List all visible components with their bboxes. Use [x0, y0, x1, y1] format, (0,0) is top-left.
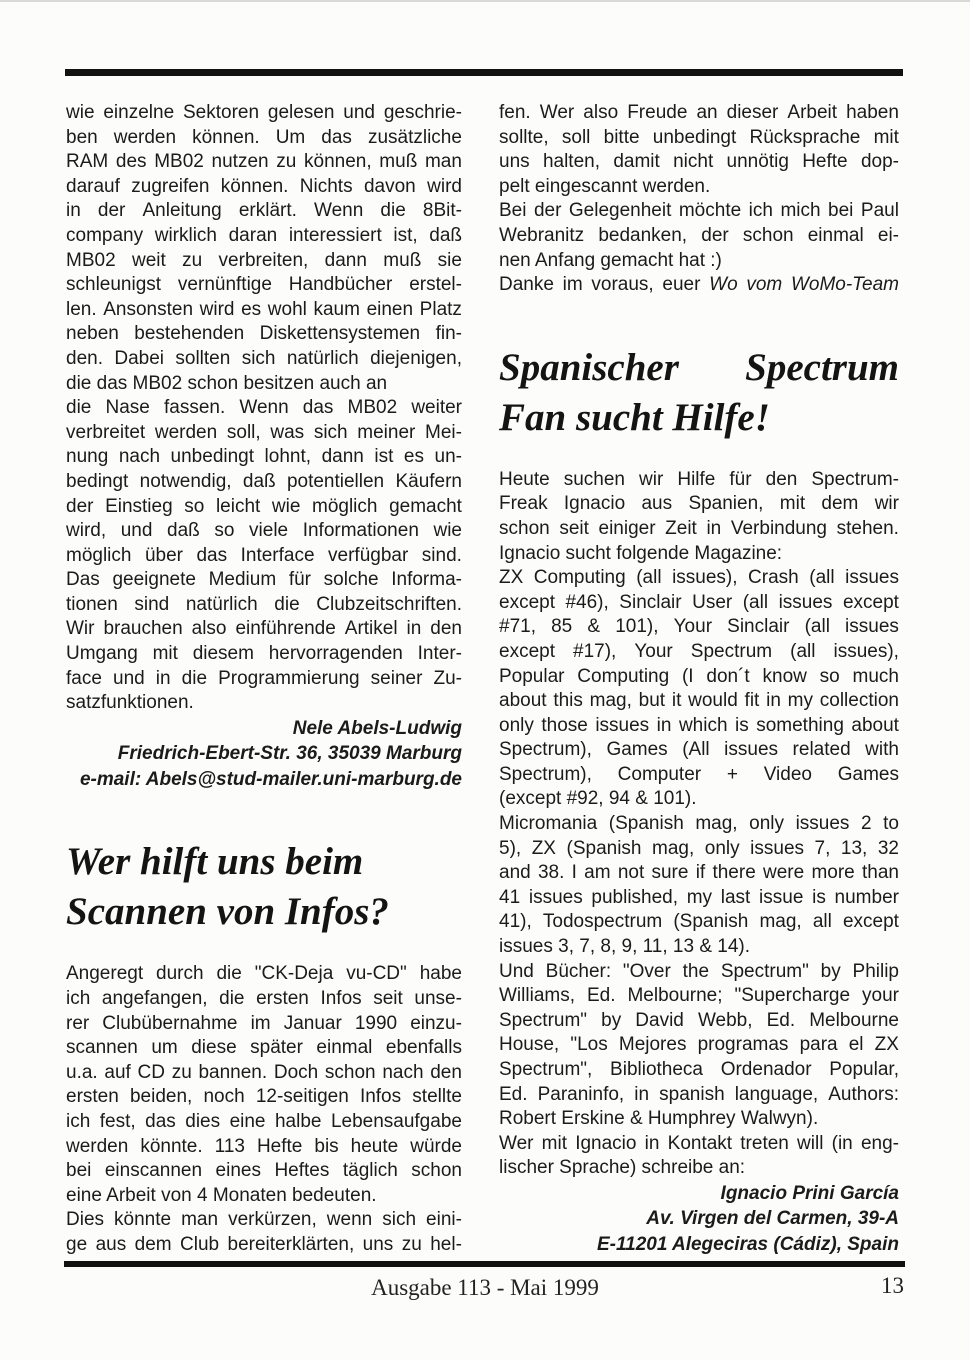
para-block: [66, 101, 462, 716]
heading-line: Scannen von Infos?: [66, 890, 389, 934]
para-line: wie einzelne Sektoren gelesen und geschrie-: [66, 102, 462, 123]
para-line: MB02 weit zu verbreiten, dann muß sie: [66, 249, 462, 271]
signature-line: Nele Abels-Ludwig: [292, 717, 462, 739]
para-line: face und in die Programmierung seiner Zu-: [66, 667, 462, 689]
signature-line: Ignacio Prini García: [720, 1182, 899, 1204]
heading-block: [66, 837, 462, 937]
para-line: Umgang mit diesem hervorragenden Inter-: [66, 643, 462, 665]
para-line: Freak Ignacio aus Spanien, mit dem wir: [499, 493, 899, 515]
para-line: möglich über das Interface verfügbar sind.: [66, 544, 462, 566]
para-line: except #46), Sinclair User (all issues except: [499, 591, 899, 613]
para-line: Danke im voraus, euer Wo vom WoMo-Team: [499, 274, 899, 296]
heading-block: [499, 343, 899, 443]
signature-line: e-mail: Abels@stud-mailer.uni-marburg.de: [79, 768, 462, 790]
para-line: ZX Computing (all issues), Crash (all issues: [499, 567, 899, 589]
para-line: sollte, soll bitte unbedingt Rücksprache mit: [499, 126, 899, 148]
para-line: Popular Computing (I don´t know so much: [499, 665, 899, 687]
scan-edge-artifact: [0, 0, 970, 2]
para-line: Heute suchen wir Hilfe für den Spectrum-: [499, 468, 899, 490]
para-line: Angeregt durch die "CK-Deja vu-CD" habe: [66, 963, 462, 985]
para-line: len. Ansonsten wird es wohl kaum einen Platz: [66, 298, 462, 320]
para-line: only those issues in which is something about: [499, 714, 899, 736]
para-line: werden könnte. 113 Hefte bis heute würde: [66, 1135, 462, 1157]
heading-line: Wer hilft uns beim: [66, 840, 364, 884]
para-line: neben bestehenden Diskettensystemen fin-: [66, 323, 462, 345]
para-line: Und Bücher: "Over the Spectrum" by Philip: [499, 960, 899, 982]
para-line: and 38. I am not sure if there were more than: [499, 862, 899, 884]
para-line: company wirklich daran interessiert ist, daß: [66, 224, 462, 246]
para-line: uns halten, damit nicht unnötig Hefte dop-: [499, 151, 899, 173]
para-line: den. Dabei sollten sich natürlich diejenigen,: [66, 347, 462, 369]
para-line: darauf zugreifen können. Nichts davon wird: [66, 175, 462, 197]
heading-line: Fan sucht Hilfe!: [499, 395, 770, 439]
para-line: 5), ZX (Spanish mag, only issues 7, 13, 32: [499, 837, 899, 859]
para-line: tionen sind natürlich die Clubzeitschriften.: [66, 593, 462, 615]
para-line: (except #92, 94 & 101).: [499, 788, 697, 810]
para-line: wird, und daß so viele Informationen wie: [66, 520, 462, 542]
para-line: pelt eingescannt werden.: [499, 175, 711, 197]
para-line: Wir brauchen also einführende Artikel in den: [66, 618, 462, 640]
para-line: ich fest, das dies eine halbe Lebensaufgabe: [66, 1110, 462, 1132]
para-line: satzfunktionen.: [66, 692, 194, 714]
para-block: [499, 468, 899, 1181]
para-line: Spectrum), Games (All issues related with: [499, 739, 899, 761]
para-line: eine Arbeit von 4 Monaten bedeuten.: [66, 1184, 377, 1206]
para-line: Spectrum", Bibliotheca Ordenador Popular,: [499, 1059, 899, 1080]
para-line: Bei der Gelegenheit möchte ich mich bei Paul: [499, 200, 899, 222]
para-line: Spectrum), Computer + Video Games: [499, 763, 899, 785]
para-line: bei einscannen eines Heftes täglich schon: [66, 1160, 462, 1182]
para-block: [66, 962, 462, 1257]
para-line: nen Anfang gemacht hat :): [499, 249, 722, 271]
signature-line: Av. Virgen del Carmen, 39-A: [646, 1208, 899, 1230]
para-line: Williams, Ed. Melbourne; "Supercharge your: [499, 985, 899, 1007]
heading-line: Spanischer Spectrum: [499, 345, 899, 389]
para-line: rer Clubübernahme im Januar 1990 einzu-: [66, 1012, 462, 1034]
para-line: except #17), Your Spectrum (all issues),: [499, 640, 899, 662]
para-line: ben werden können. Um das zusätzliche: [66, 126, 462, 148]
para-line: Webranitz bedanken, der schon einmal ei-: [499, 224, 899, 246]
para-line: schon seit einiger Zeit in Verbindung stehen.: [499, 517, 899, 539]
para-line: Robert Erskine & Humphrey Walwyn).: [499, 1108, 819, 1130]
para-line: ich angefangen, die ersten Infos seit unse-: [66, 987, 462, 1009]
para-line: Das geeignete Medium für solche Informa-: [66, 569, 462, 591]
left-column: [66, 101, 462, 1257]
para-line: Ed. Paraninfo, in spanish language, Authors:: [499, 1083, 899, 1105]
signature-line: E-11201 Alegeciras (Cádiz), Spain: [596, 1233, 899, 1255]
para-line: ersten beiden, noch 12-seitigen Infos stellte: [66, 1086, 462, 1108]
para-line: 41), Todospectrum (Spanish mag, all except: [499, 911, 899, 933]
para-line: scannen um diese später einmal ebenfalls: [66, 1037, 462, 1059]
para-line: Micromania (Spanish mag, only issues 2 to: [499, 813, 899, 835]
footer-issue-label: Ausgabe 113 - Mai 1999: [371, 1275, 599, 1300]
para-line: Wer mit Ignacio in Kontakt treten will (in eng-: [499, 1132, 899, 1154]
para-line: Dies könnte man verkürzen, wenn sich eini-: [66, 1209, 462, 1231]
para-line: der Einstieg so leicht wie möglich gemacht: [66, 495, 462, 517]
signature-block: [499, 1181, 899, 1258]
para-block: [499, 101, 899, 298]
right-column: [499, 101, 899, 1257]
para-line: issues 3, 7, 8, 9, 11, 13 & 14).: [499, 936, 751, 958]
para-line: in der Anleitung erklärt. Wenn die 8Bit-: [66, 200, 462, 222]
para-line: House, "Los Mejores programas para el ZX: [499, 1034, 899, 1056]
para-line: Spectrum" by David Webb, Ed. Melbourne: [499, 1009, 899, 1031]
para-line: u.a. auf CD zu bannen. Doch schon nach den: [66, 1061, 462, 1083]
para-line: #71, 85 & 101), Your Sinclair (all issues: [499, 616, 899, 638]
para-line: bedingt notwendig, daß potentiellen Käufern: [66, 470, 462, 492]
para-line: die das MB02 schon besitzen auch an: [66, 372, 388, 394]
para-line: fen. Wer also Freude an dieser Arbeit haben: [499, 102, 899, 123]
para-line: Ignacio sucht folgende Magazine:: [499, 542, 783, 564]
signature-block: [66, 716, 462, 793]
para-line: nung nach unbedingt lohnt, dann ist es un-: [66, 446, 462, 468]
para-line: about this mag, but it would fit in my collection: [499, 690, 899, 712]
para-line: 41 issues published, my last issue is number: [499, 886, 899, 908]
para-line: verbreitet werden soll, was sich meiner Mei-: [66, 421, 462, 443]
para-line: ge aus dem Club bereiterklärten, uns zu hel-: [66, 1233, 462, 1255]
bottom-rule: [64, 1261, 905, 1267]
footer-page-number: 13: [881, 1273, 904, 1298]
para-line: lischer Sprache) schreibe an:: [499, 1157, 746, 1179]
top-rule: [65, 69, 903, 76]
signature-line: Friedrich-Ebert-Str. 36, 35039 Marburg: [117, 743, 462, 765]
para-line: die Nase fassen. Wenn das MB02 weiter: [66, 397, 462, 419]
para-line: RAM des MB02 nutzen zu können, muß man: [66, 151, 462, 173]
para-line: schleunigst vernünftige Handbücher erstel-: [66, 274, 462, 296]
